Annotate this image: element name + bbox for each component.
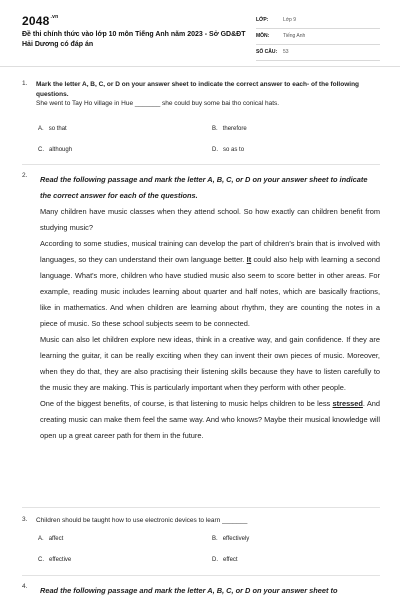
page-header [0,0,400,67]
underlined-word: stressed [332,399,363,408]
question-number: 1. [22,80,28,87]
passage-paragraph: One of the biggest benefits, of course, is that listening to music helps children to be less stressed. And creating music can make them feel the same way. And who knows? Maybe their musical knowledge will open up a great career path for them in the future. [40,399,380,440]
question-3 [22,516,380,526]
underlined-word: It [246,255,252,264]
divider [22,507,380,508]
option-a[interactable]: A. affect [38,536,64,542]
question-number: 3. [22,516,28,523]
option-d[interactable]: D. so as to [212,147,245,153]
question-stem: Children should be taught how to use electronic devices to learn _______ [36,517,248,524]
question-1 [22,80,380,109]
question-2 [22,172,380,444]
option-a[interactable]: A. so that [38,126,67,132]
question-number: 2. [22,172,28,179]
option-c[interactable]: C. although [38,147,73,153]
reading-passage [40,204,380,444]
question-number: 4. [22,583,28,590]
meta-subject: MÔN: Tiếng Anh [256,30,380,45]
meta-grade: LỚP: Lớp 9 [256,14,380,29]
passage-instruction: Read the following passage and mark the letter A, B, C, or D on your answer sheet to [40,586,338,595]
divider [22,164,380,165]
passage-instruction: Read the following passage and mark the letter A, B, C, or D on your answer sheet to indicate the correct answer for each of the questions. [40,175,368,200]
option-b[interactable]: B. effectively [212,536,250,542]
option-d[interactable]: D. effect [212,557,238,563]
question-instruction: Mark the letter A, B, C, or D on your answer sheet to indicate the correct answer to each- of the following questions. [36,81,360,98]
passage-paragraph: Music can also let children explore new ideas, think in a creative way, and gain confidence. If they are learning the guitar, it can be really exciting when they can invent their own pieces of music. Moreover, when they do that, they are also practising their listening skills because they have to listen carefully to the music they are making. This is particularly important when they perform with other people. [40,335,380,392]
option-b[interactable]: B. therefore [212,126,247,132]
divider [22,575,380,576]
passage-paragraph: According to some studies, musical training can develop the part of children's brain that is involved with languages, so they can understand their own language better. It could also help with learning a second language. What's more, children who have studied music also seem to score better in other areas. For example, reading music includes learning about quarter and half notes, which are basically fractions, like in mathematics. And when children are learning about rhythm, they are counting the notes in a piece of music. So these school subjects seem to be connected. [40,239,380,328]
option-c[interactable]: C. effective [38,557,72,563]
question-stem: She went to Tay Ho village in Hue _______ she could buy some bai tho conical hats. [36,100,280,107]
passage-paragraph: Many children have music classes when they attend school. So how exactly can children benefit from studying music? [40,207,380,232]
site-logo[interactable]: $2048^{.vn}$ [22,14,59,28]
exam-title: Đề thi chính thức vào lớp 10 môn Tiếng Anh năm 2023 - Sở GD&ĐT Hải Dương có đáp án [22,31,246,48]
meta-question-count: SỐ CÂU: 53 [256,46,380,61]
question-4 [22,583,380,599]
